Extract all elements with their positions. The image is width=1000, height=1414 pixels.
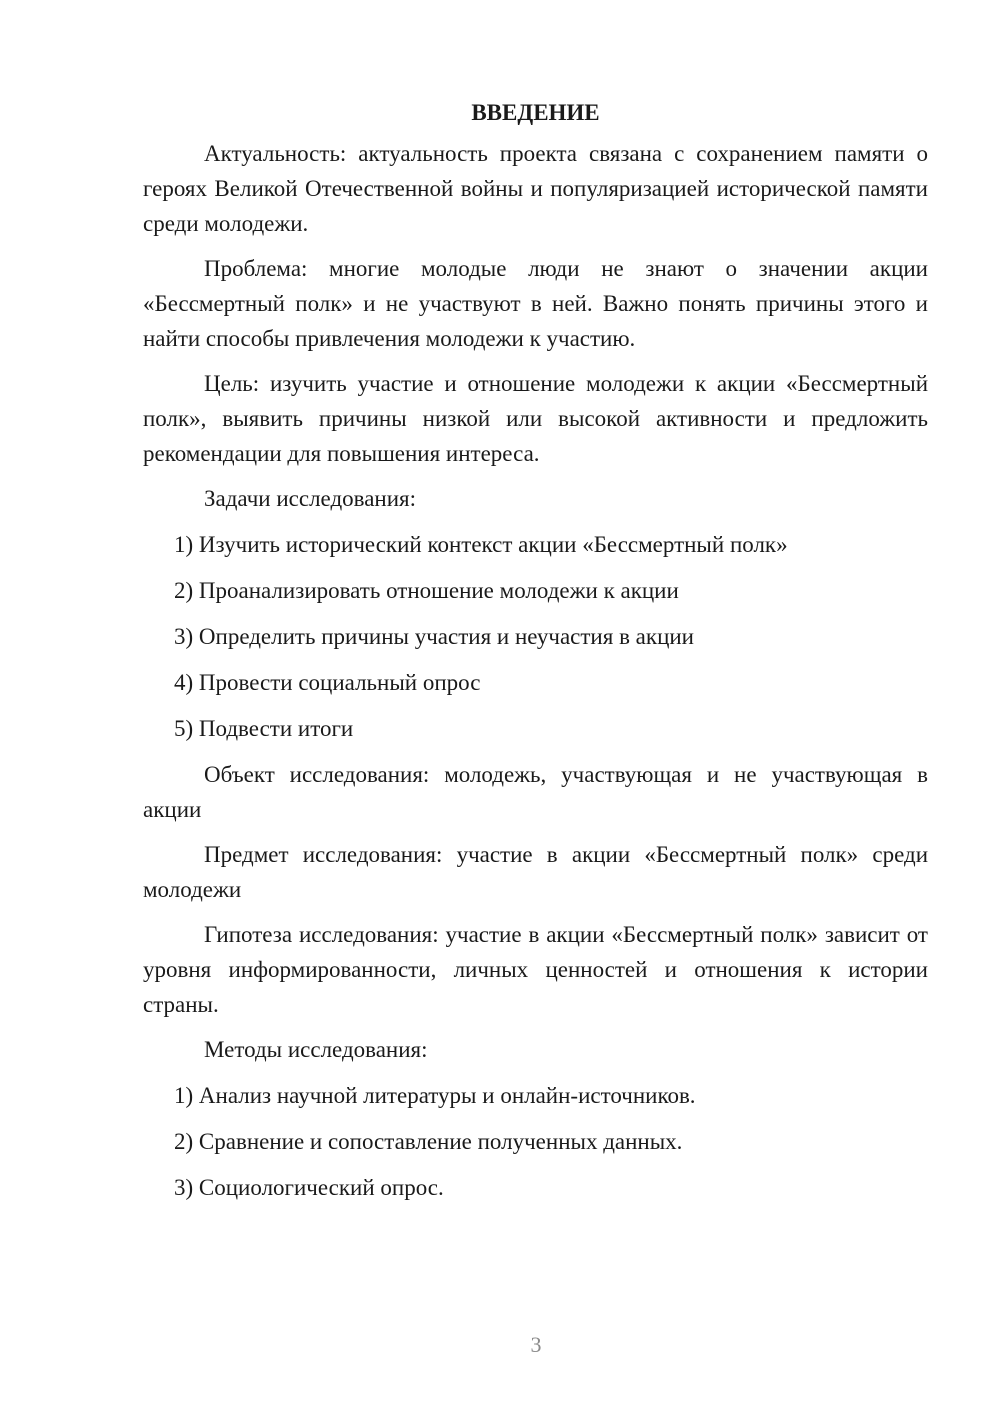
goal-paragraph: Цель: изучить участие и отношение молодежи к акции «Бессмертный полк», выявить причины низкой или высокой активности и предложить рекомендации для повышения интереса. [143, 371, 928, 466]
method-item: 3) Социологический опрос. [174, 1175, 444, 1200]
task-item: 1) Изучить исторический контекст акции «Бессмертный полк» [174, 532, 788, 557]
page-number: 3 [530, 1332, 542, 1357]
methods-title: Методы исследования: [204, 1037, 428, 1062]
method-item: 1) Анализ научной литературы и онлайн-источников. [174, 1083, 696, 1108]
hypothesis-paragraph: Гипотеза исследования: участие в акции «Бессмертный полк» зависит от уровня информированности, личных ценностей и отношения к истории страны. [143, 922, 928, 1017]
task-item: 4) Провести социальный опрос [174, 670, 481, 695]
subject-paragraph: Предмет исследования: участие в акции «Бессмертный полк» среди молодежи [143, 842, 928, 902]
page-content [143, 95, 928, 1216]
problem-paragraph: Проблема: многие молодые люди не знают о значении акции «Бессмертный полк» и не участвуют в ней. Важно понять причины этого и найти способы привлечения молодежи к участию. [143, 256, 928, 351]
task-item: 5) Подвести итоги [174, 716, 354, 741]
section-heading: ВВЕДЕНИЕ [471, 100, 600, 125]
tasks-title: Задачи исследования: [204, 486, 417, 511]
task-item: 2) Проанализировать отношение молодежи к акции [174, 578, 679, 603]
task-item: 3) Определить причины участия и неучастия в акции [174, 624, 694, 649]
object-paragraph: Объект исследования: молодежь, участвующая и не участвующая в акции [143, 762, 928, 822]
method-item: 2) Сравнение и сопоставление полученных данных. [174, 1129, 683, 1154]
relevance-paragraph: Актуальность: актуальность проекта связана с сохранением памяти о героях Великой Отечественной войны и популяризацией исторической памяти среди молодежи. [143, 141, 928, 236]
